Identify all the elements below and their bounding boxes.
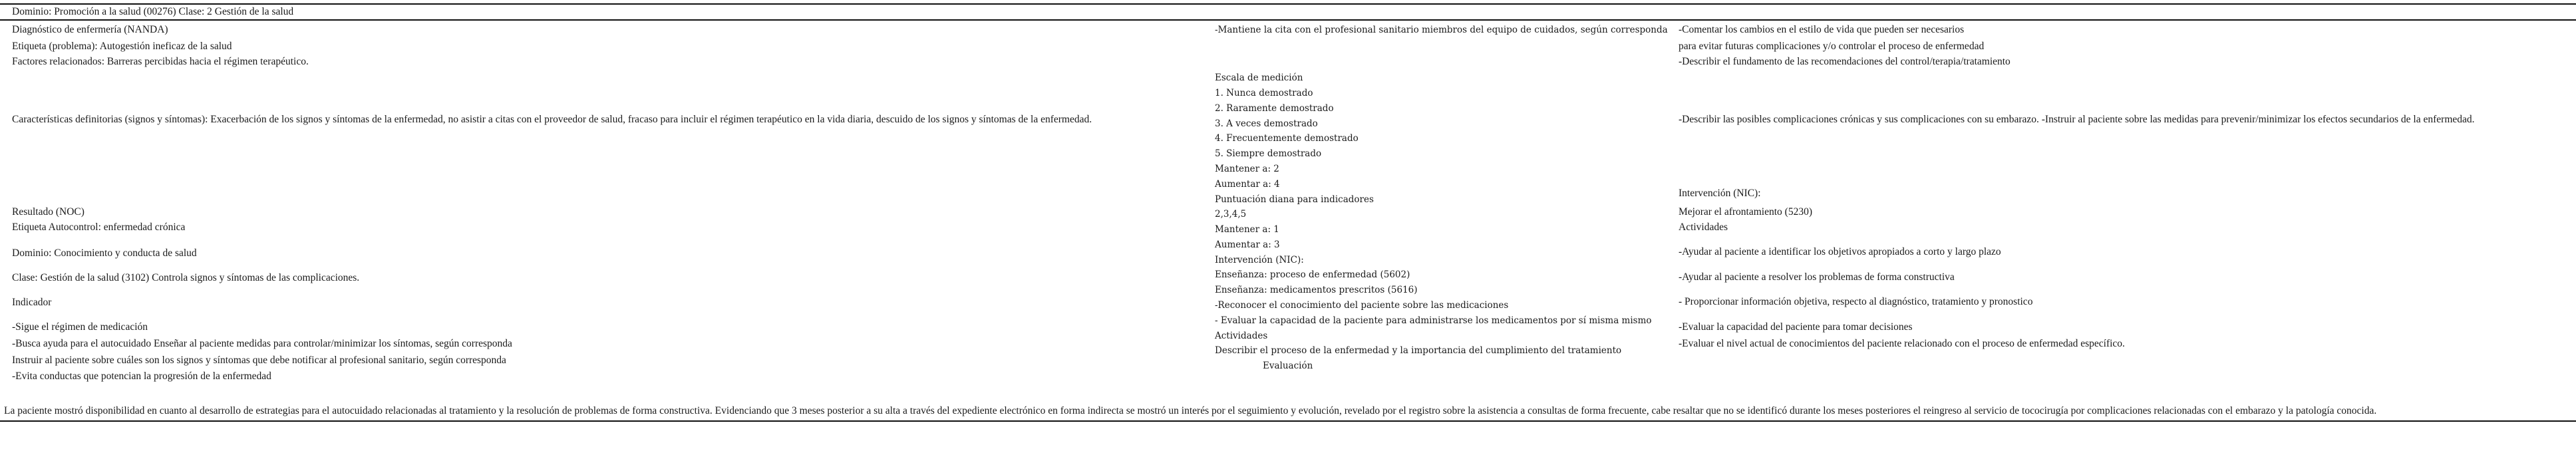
col2-line: Aumentar a: 4 bbox=[1215, 179, 1280, 190]
col2-line: Mantener a: 2 bbox=[1215, 164, 1279, 174]
indicator-item: -Busca ayuda para el autocuidado Enseñar al paciente medidas para controlar/minimizar los síntomas, según corresponda bbox=[12, 338, 512, 349]
problem-label: Etiqueta (problema): Autogestión ineficaz de la salud bbox=[12, 41, 232, 52]
noc-heading: Resultado (NOC) bbox=[12, 206, 84, 218]
col2-line: Actividades bbox=[1215, 331, 1268, 341]
indicator-heading: Indicador bbox=[12, 297, 52, 308]
domain-header: Dominio: Promoción a la salud (00276) Clase: 2 Gestión de la salud bbox=[12, 6, 294, 17]
col3-line: para evitar futuras complicaciones y/o controlar el proceso de enfermedad bbox=[1679, 41, 1985, 52]
col3-line: -Evaluar la capacidad del paciente para tomar decisiones bbox=[1679, 321, 1913, 333]
indicator-item: -Evita conductas que potencian la progresión de la enfermedad bbox=[12, 371, 271, 382]
col2-line: 4. Frecuentemente demostrado bbox=[1215, 133, 1359, 144]
col2-line: 5. Siempre demostrado bbox=[1215, 148, 1322, 159]
evaluation-heading: Evaluación bbox=[1263, 361, 1313, 371]
col2-line: Mantener a: 1 bbox=[1215, 224, 1279, 235]
header-rule bbox=[0, 19, 2576, 21]
col3-line: - Proporcionar información objetiva, respecto al diagnóstico, tratamiento y pronostico bbox=[1679, 296, 2033, 307]
indicator-item: -Sigue el régimen de medicación bbox=[12, 321, 148, 333]
col3-line: -Comentar los cambios en el estilo de vida que pueden ser necesarios bbox=[1679, 24, 1965, 35]
col2-line: -Reconocer el conocimiento del paciente sobre las medicaciones bbox=[1215, 300, 1509, 311]
diagnosis-heading: Diagnóstico de enfermería (NANDA) bbox=[12, 24, 168, 35]
bottom-rule bbox=[0, 420, 2576, 422]
col3-line: Mejorar el afrontamiento (5230) bbox=[1679, 206, 1812, 218]
col2-line: -Mantiene la cita con el profesional sanitario miembros del equipo de cuidados, según corresponda bbox=[1215, 25, 1668, 35]
related-factors: Factores relacionados: Barreras percibidas hacia el régimen terapéutico. bbox=[12, 56, 309, 67]
col2-line: Enseñanza: proceso de enfermedad (5602) bbox=[1215, 269, 1410, 280]
col3-line: -Describir las posibles complicaciones crónicas y sus complicaciones con su embarazo. -Instruir al paciente sobre las medidas para prevenir/minimizar los efectos secundarios de la enfermedad. bbox=[1679, 114, 2475, 125]
col2-line: Describir el proceso de la enfermedad y la importancia del cumplimiento del tratamiento bbox=[1215, 345, 1622, 356]
noc-domain: Dominio: Conocimiento y conducta de salud bbox=[12, 247, 197, 259]
col2-line: 1. Nunca demostrado bbox=[1215, 88, 1313, 98]
col2-line: Aumentar a: 3 bbox=[1215, 239, 1280, 250]
col2-line: Intervención (NIC): bbox=[1215, 255, 1304, 265]
col2-line: - Evaluar la capacidad de la paciente para administrarse los medicamentos por sí misma mismo bbox=[1215, 315, 1652, 326]
col3-line: -Ayudar al paciente a resolver los problemas de forma constructiva bbox=[1679, 271, 1955, 283]
noc-label: Etiqueta Autocontrol: enfermedad crónica bbox=[12, 222, 186, 233]
col3-line: Intervención (NIC): bbox=[1679, 188, 1761, 199]
col3-line: Actividades bbox=[1679, 222, 1728, 233]
col2-line: 2,3,4,5 bbox=[1215, 209, 1247, 220]
defining-characteristics: Características definitorias (signos y síntomas): Exacerbación de los signos y síntomas de la enfermedad, no asistir a citas con el proveedor de salud, fracaso para incluir el régimen terapéutico en la vida diaria, descuido de los signos y síntomas de la enfermedad. bbox=[12, 114, 1092, 125]
top-rule bbox=[0, 3, 2576, 5]
col2-line: 2. Raramente demostrado bbox=[1215, 103, 1334, 114]
indicator-item: Instruir al paciente sobre cuáles son los signos y síntomas que debe notificar al profesional sanitario, según corresponda bbox=[12, 355, 506, 366]
evaluation-text: La paciente mostró disponibilidad en cuanto al desarrollo de estrategias para el autocuidado relacionadas al tratamiento y la resolución de problemas de forma constructiva. Evidenciando que 3 meses posterior a su alta a través del expediente electrónico en forma indirecta se mostró un interés por el seguimiento y evolución, revelado por el registro sobre la asistencia a consultas de forma frecuente, cabe resaltar que no se identificó durante los meses posteriores el reingreso al servicio de tococirugía por complicaciones relacionadas con el embarazo y la patología conocida. bbox=[4, 405, 2377, 416]
col2-line: Escala de medición bbox=[1215, 73, 1303, 83]
noc-class: Clase: Gestión de la salud (3102) Controla signos y síntomas de las complicaciones. bbox=[12, 272, 360, 283]
col2-line: Puntuación diana para indicadores bbox=[1215, 194, 1374, 205]
col2-line: Enseñanza: medicamentos prescritos (5616) bbox=[1215, 285, 1418, 295]
col2-line: 3. A veces demostrado bbox=[1215, 118, 1318, 129]
col3-line: -Describir el fundamento de las recomendaciones del control/terapia/tratamiento bbox=[1679, 56, 2011, 67]
col3-line: -Ayudar al paciente a identificar los objetivos apropiados a corto y largo plazo bbox=[1679, 246, 2001, 257]
col3-line: -Evaluar el nivel actual de conocimientos del paciente relacionado con el proceso de enfermedad específico. bbox=[1679, 338, 2125, 349]
